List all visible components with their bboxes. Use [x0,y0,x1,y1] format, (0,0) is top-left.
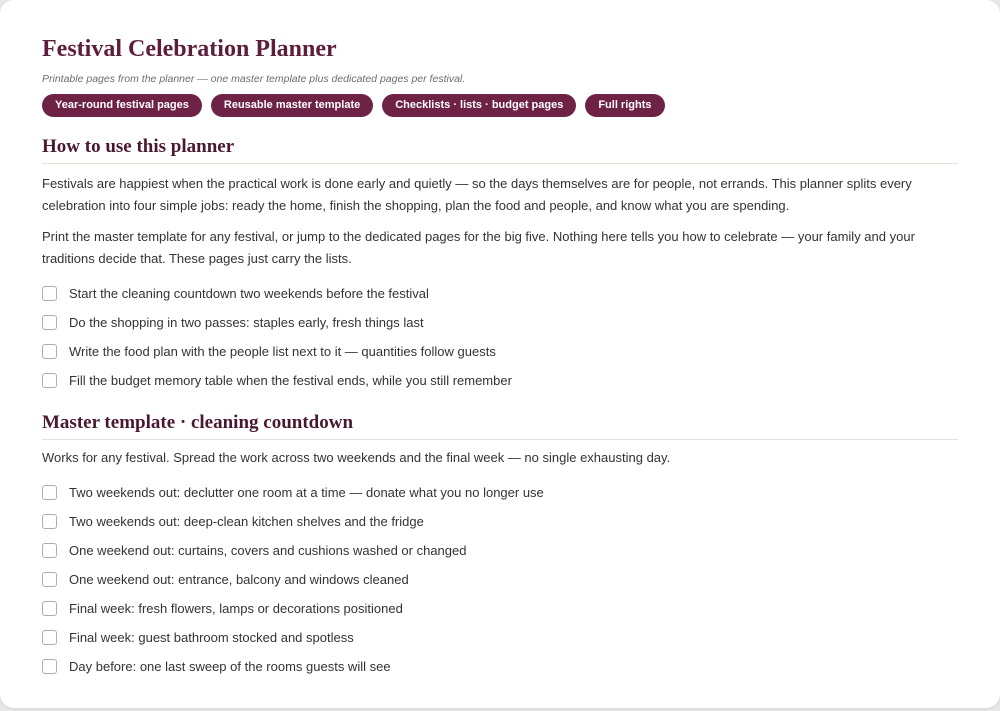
tag-checklists: Checklists · lists · budget pages [382,94,576,117]
how-to-use-checklist [42,279,958,395]
intro-paragraph-1: Festivals are happiest when the practical work is done early and quietly — so the days themselves are for people, not errands. This planner splits every celebration into four simple jobs: ready the home, finish the shopping, plan the food and people, and know what you are spending. [42,176,912,213]
tag-list [42,94,958,117]
checklist-item [42,536,958,565]
checkbox[interactable] [42,485,57,500]
checkbox[interactable] [42,543,57,558]
checkbox[interactable] [42,315,57,330]
checklist-item-label: Do the shopping in two passes: staples early, fresh things last [69,315,424,330]
cleaning-countdown-checklist [42,478,958,681]
checkbox[interactable] [42,601,57,616]
checklist-item [42,623,958,652]
tag-full-rights: Full rights [585,94,664,117]
section-heading-how-to-use: How to use this planner [42,135,958,164]
checklist-item [42,652,958,681]
checklist-item-label: Write the food plan with the people list next to it — quantities follow guests [69,344,496,359]
checklist-item-label: Fill the budget memory table when the festival ends, while you still remember [69,373,512,388]
checklist-item-label: Final week: fresh flowers, lamps or decorations positioned [69,601,403,616]
section-heading-master-template: Master template · cleaning countdown [42,411,958,440]
intro-paragraph-2: Print the master template for any festival, or jump to the dedicated pages for the big five. Nothing here tells you how to celebrate — your family and your traditions decide that. These pages just carry the lists. [42,229,915,266]
checkbox[interactable] [42,659,57,674]
checklist-item [42,366,958,395]
tag-master-template: Reusable master template [211,94,373,117]
checkbox[interactable] [42,373,57,388]
checkbox[interactable] [42,514,57,529]
checkbox[interactable] [42,630,57,645]
checklist-item [42,565,958,594]
checkbox[interactable] [42,286,57,301]
checklist-item-label: Two weekends out: declutter one room at a time — donate what you no longer use [69,485,544,500]
checklist-item [42,337,958,366]
checklist-item [42,507,958,536]
page-subtitle: Printable pages from the planner — one master template plus dedicated pages per festival. [42,73,466,85]
page-title: Festival Celebration Planner [42,36,337,62]
tag-year-round: Year-round festival pages [42,94,202,117]
checklist-item-label: Day before: one last sweep of the rooms guests will see [69,659,391,674]
checkbox[interactable] [42,344,57,359]
checklist-item-label: Start the cleaning countdown two weekends before the festival [69,286,429,301]
master-template-intro: Works for any festival. Spread the work across two weekends and the final week — no single exhausting day. [42,450,671,465]
checklist-item [42,478,958,507]
checklist-item-label: Two weekends out: deep-clean kitchen shelves and the fridge [69,514,424,529]
checklist-item [42,279,958,308]
checklist-item [42,594,958,623]
checklist-item [42,308,958,337]
checklist-item-label: One weekend out: entrance, balcony and windows cleaned [69,572,409,587]
checklist-item-label: Final week: guest bathroom stocked and spotless [69,630,354,645]
checklist-item-label: One weekend out: curtains, covers and cushions washed or changed [69,543,467,558]
checkbox[interactable] [42,572,57,587]
